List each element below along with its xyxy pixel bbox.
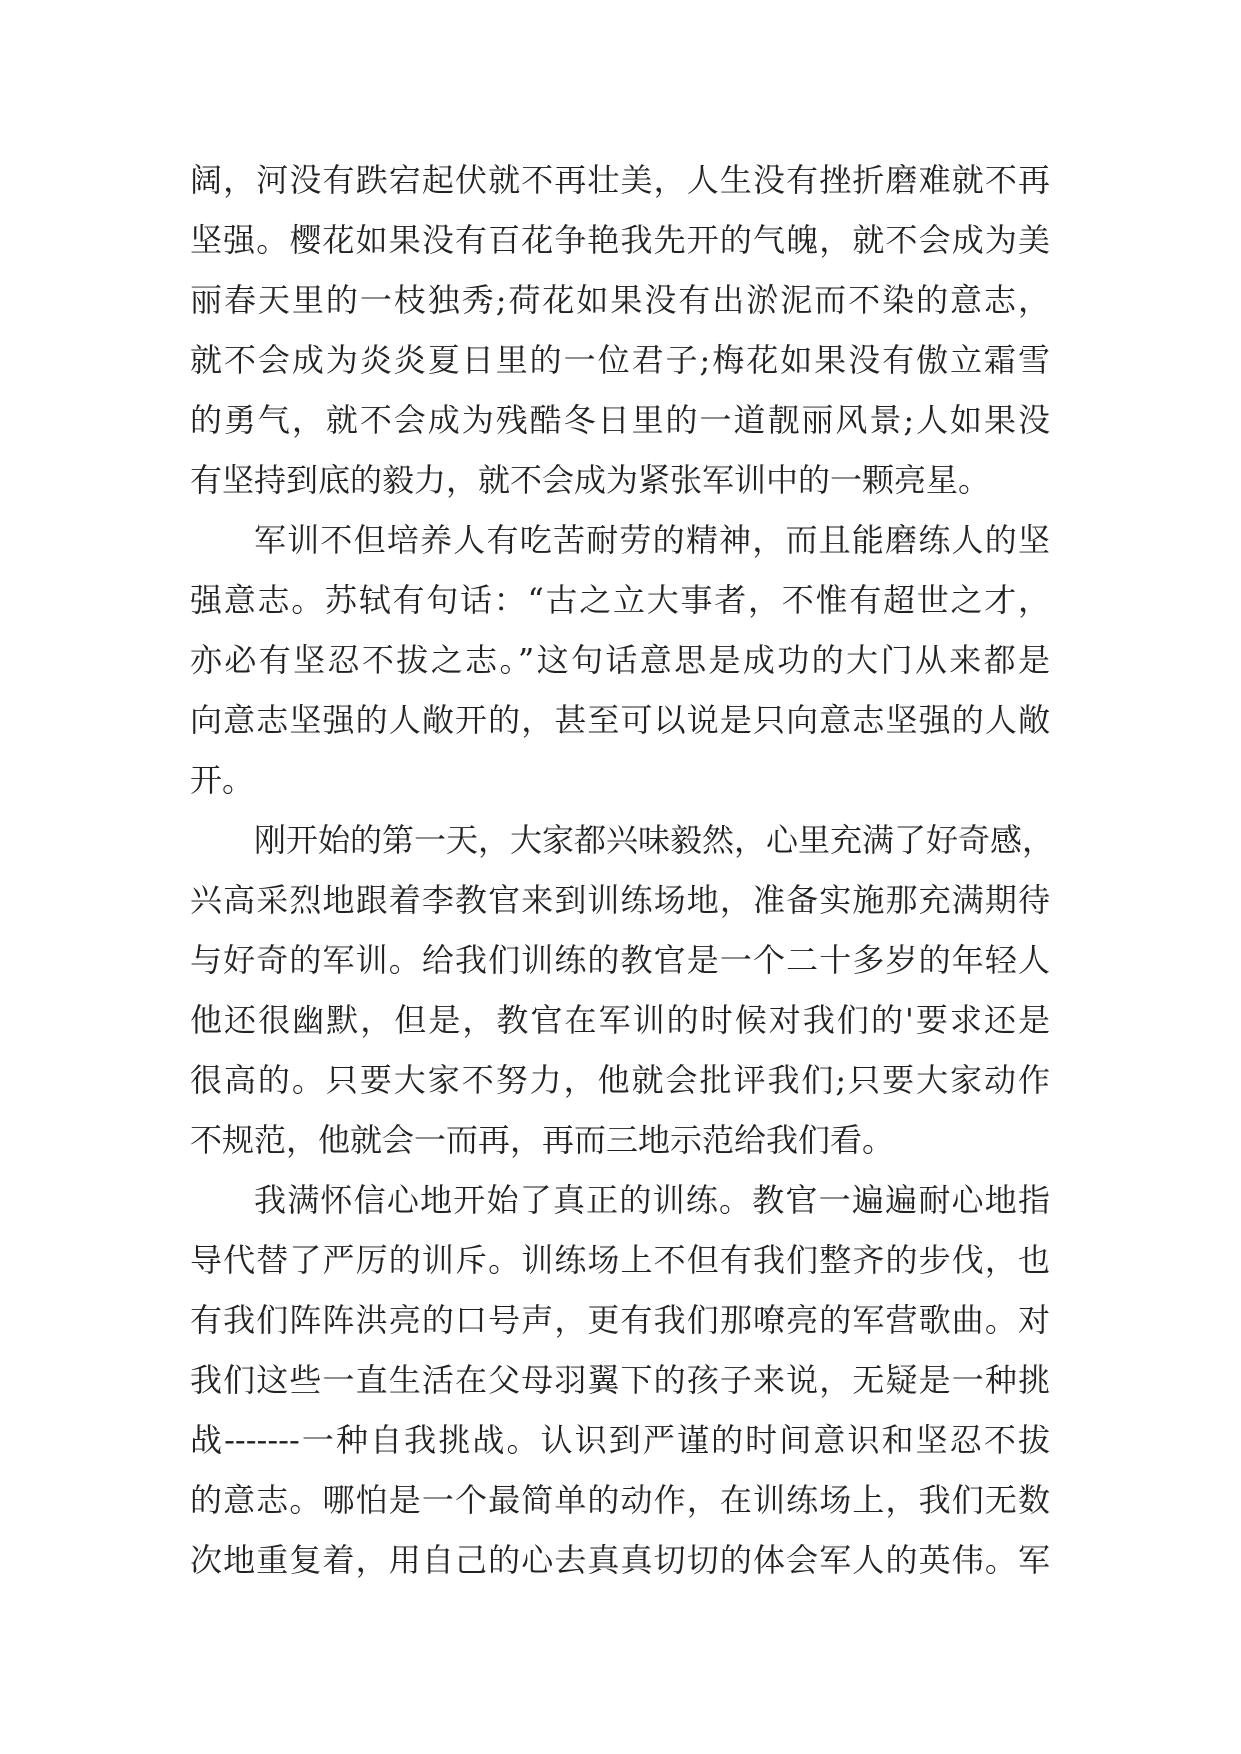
text-line: 导代替了严厉的训斥。训练场上不但有我们整齐的步伐，也	[190, 1241, 1050, 1279]
text-line: 丽春天里的一枝独秀;荷花如果没有出淤泥而不染的意志，	[190, 281, 1050, 319]
text-line: 强意志。苏轼有句话：“古之立大事者，不惟有超世之才，	[190, 581, 1050, 619]
paragraph	[190, 510, 1050, 810]
text-line: 很高的。只要大家不努力，他就会批评我们;只要大家动作	[190, 1061, 1050, 1099]
text-line: 向意志坚强的人敞开的，甚至可以说是只向意志坚强的人敞	[190, 701, 1050, 739]
text-line: 有我们阵阵洪亮的口号声，更有我们那嘹亮的军营歌曲。对	[190, 1301, 1050, 1339]
text-line: 他还很幽默，但是，教官在军训的时候对我们的'要求还是	[190, 1001, 1050, 1039]
text-line: 的勇气，就不会成为残酷冬日里的一道靓丽风景;人如果没	[190, 401, 1050, 439]
text-line: 阔，河没有跌宕起伏就不再壮美，人生没有挫折磨难就不再	[190, 161, 1050, 199]
paragraph	[190, 150, 1050, 510]
text-line: 就不会成为炎炎夏日里的一位君子;梅花如果没有傲立霜雪	[190, 341, 1050, 379]
paragraph	[190, 1170, 1050, 1590]
text-line: 战-------一种自我挑战。认识到严谨的时间意识和坚忍不拔	[190, 1421, 1050, 1459]
text-line: 不规范，他就会一而再，再而三地示范给我们看。	[190, 1121, 895, 1159]
text-line: 的意志。哪怕是一个最简单的动作，在训练场上，我们无数	[190, 1481, 1050, 1519]
text-line: 我们这些一直生活在父母羽翼下的孩子来说，无疑是一种挑	[190, 1361, 1050, 1399]
text-line: 军训不但培养人有吃苦耐劳的精神，而且能磨练人的坚	[254, 521, 1050, 559]
text-line: 坚强。樱花如果没有百花争艳我先开的气魄，就不会成为美	[190, 221, 1050, 259]
text-line: 我满怀信心地开始了真正的训练。教官一遍遍耐心地指	[254, 1181, 1050, 1219]
text-line: 次地重复着，用自己的心去真真切切的体会军人的英伟。军	[190, 1541, 1050, 1579]
text-line: 与好奇的军训。给我们训练的教官是一个二十多岁的年轻人	[190, 941, 1050, 979]
paragraph	[190, 810, 1055, 1170]
document-body	[190, 150, 1055, 1590]
text-line: 刚开始的第一天，大家都兴味毅然，心里充满了好奇感，	[254, 821, 1055, 859]
text-line: 开。	[190, 761, 255, 799]
text-line: 亦必有坚忍不拔之志。”这句话意思是成功的大门从来都是	[190, 641, 1050, 679]
text-line: 兴高采烈地跟着李教官来到训练场地，准备实施那充满期待	[190, 881, 1050, 919]
text-line: 有坚持到底的毅力，就不会成为紧张军训中的一颗亮星。	[190, 461, 991, 499]
